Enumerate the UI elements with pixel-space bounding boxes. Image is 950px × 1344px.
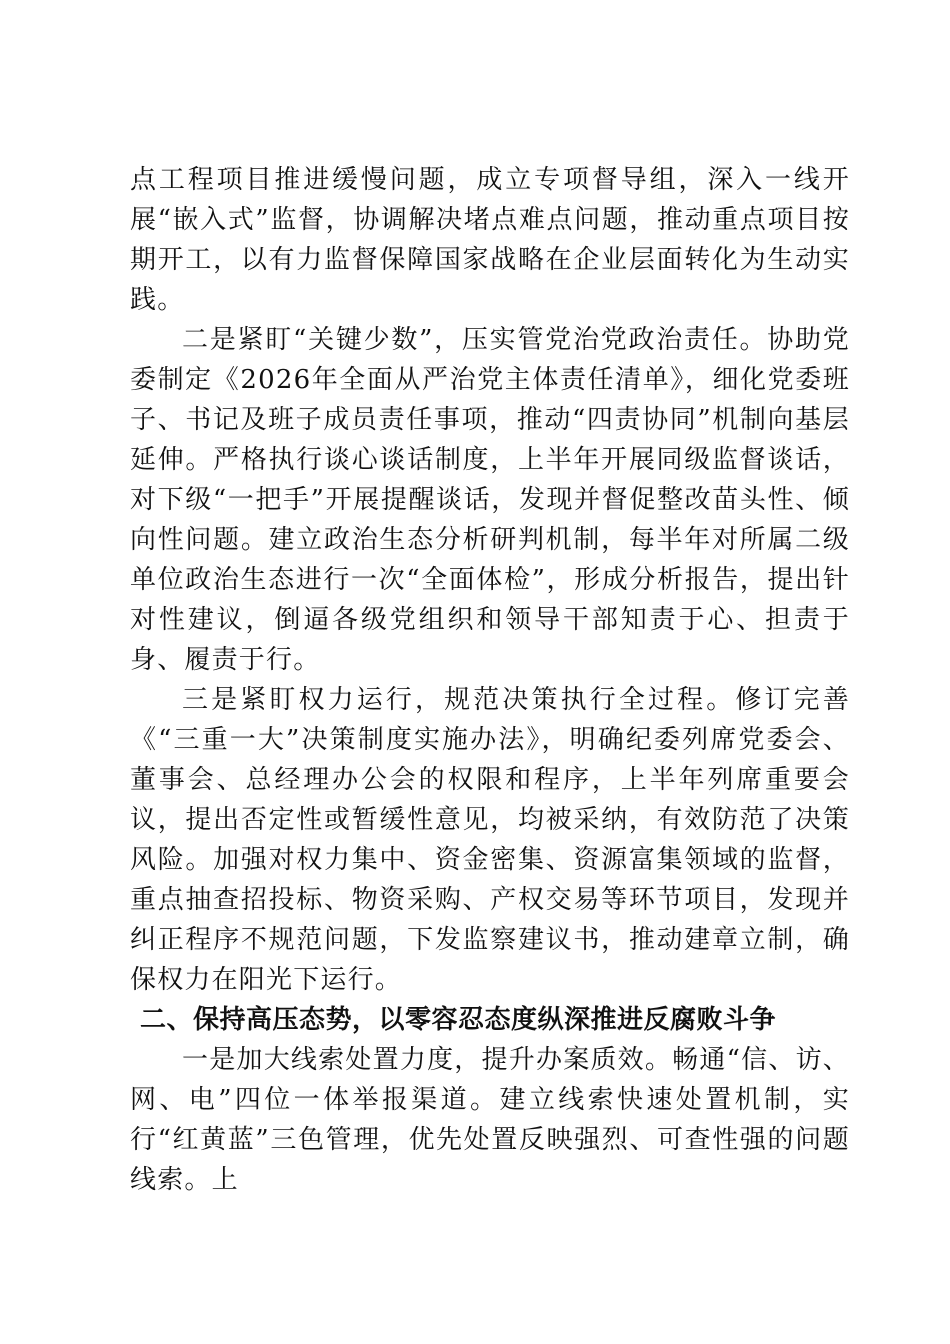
paragraph-clue-handling: 一是加大线索处置力度，提升办案质效。畅通“信、访、网、电”四位一体举报渠道。建立线索快速处置机制，实行“红黄蓝”三色管理，优先处置反映强烈、可查性强的问题线索。上 (130, 1045, 850, 1195)
paragraph-key-minority: 二是紧盯“关键少数”，压实管党治党政治责任。协助党委制定《2026年全面从严治党主体责任清单》，细化党委班子、书记及班子成员责任事项，推动“四责协同”机制向基层延伸。严格执行谈心谈话制度，上半年开展同级监督谈话，对下级“一把手”开展提醒谈话，发现并督促整改苗头性、倾向性问题。建立政治生态分析研判机制，每半年对所属二级单位政治生态进行一次“全面体检”，形成分析报告，提出针对性建议，倒逼各级党组织和领导干部知责于心、担责于身、履责于行。 (130, 325, 850, 675)
document-page (130, 160, 850, 1200)
section-heading: 二、保持高压态势，以零容忍态度纵深推进反腐败斗争 (140, 1005, 777, 1035)
paragraph-continuation: 点工程项目推进缓慢问题，成立专项督导组，深入一线开展“嵌入式”监督，协调解决堵点难点问题，推动重点项目按期开工，以有力监督保障国家战略在企业层面转化为生动实践。 (130, 165, 850, 315)
paragraph-power-operation: 三是紧盯权力运行，规范决策执行全过程。修订完善《“三重一大”决策制度实施办法》，明确纪委列席党委会、董事会、总经理办公会的权限和程序，上半年列席重要会议，提出否定性或暂缓性意见，均被采纳，有效防范了决策风险。加强对权力集中、资金密集、资源富集领域的监督，重点抽查招投标、物资采购、产权交易等环节项目，发现并纠正程序不规范问题，下发监察建议书，推动建章立制，确保权力在阳光下运行。 (130, 685, 850, 995)
